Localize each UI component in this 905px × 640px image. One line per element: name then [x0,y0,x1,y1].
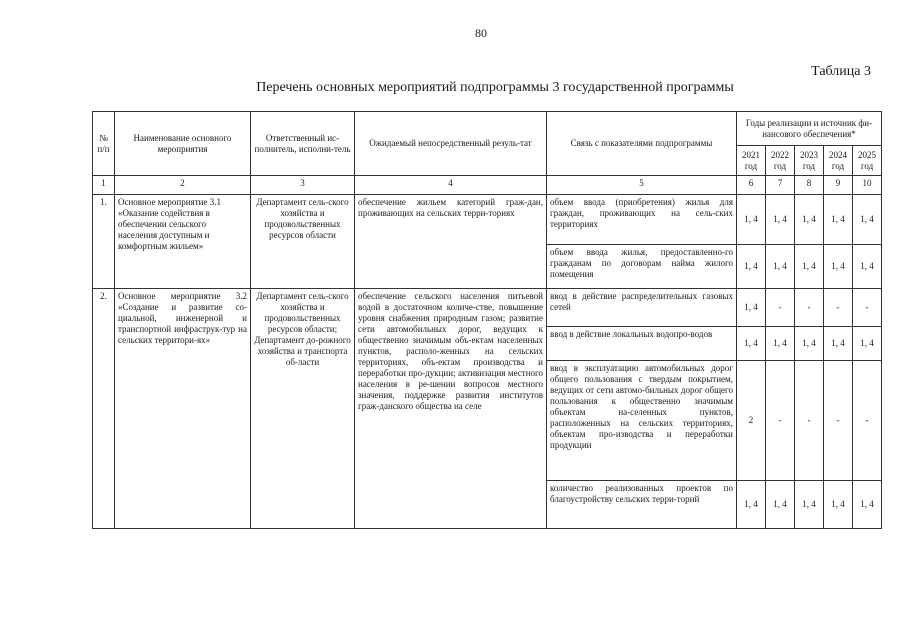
column-number: 1 [93,176,115,195]
year-value: - [853,361,882,481]
year-value: 1, 4 [853,481,882,529]
year-value: - [766,361,795,481]
table-row [93,289,882,327]
header-col-result: Ожидаемый непосредственный резуль-тат [355,112,547,176]
year-value: - [824,289,853,327]
year-value: 1, 4 [795,195,824,245]
column-number: 7 [766,176,795,195]
header-col-responsible: Ответственный ис-полнитель, исполни-тель [251,112,355,176]
indicator-link: объем ввода жилья, предоставленно-го гражданам по договорам найма жилого помещения [547,245,737,289]
year-value: 1, 4 [737,195,766,245]
indicator-link: количество реализованных проектов по благоустройству сельских терри-торий [547,481,737,529]
year-value: 1, 4 [737,289,766,327]
year-value: 1, 4 [824,245,853,289]
responsible-executor: Департамент сель-ского хозяйства и продовольственных ресурсов области [251,195,355,289]
row-number: 2. [93,289,115,529]
year-value: 1, 4 [824,327,853,361]
header-row [93,112,882,146]
column-number: 6 [737,176,766,195]
activity-name: Основное мероприятие 3.1 «Оказание содействия в обеспечении сельского населения доступным и комфортным жильем» [115,195,251,289]
year-value: - [853,289,882,327]
activity-name: Основное мероприятие 3.2 «Создание и развитие со-циальной, инженерной и транспортной инфраструк-тур на сельских территори-ях» [115,289,251,529]
header-col-link: Связь с показателями подпрограммы [547,112,737,176]
page-number: 80 [475,26,487,40]
expected-result: обеспечение жильем категорий граж-дан, проживающих на сельских терри-ториях [355,195,547,289]
column-number: 5 [547,176,737,195]
year-value: 1, 4 [766,327,795,361]
year-value: 1, 4 [766,195,795,245]
year-value: 1, 4 [766,481,795,529]
year-value: - [824,361,853,481]
year-value: 1, 4 [824,481,853,529]
year-value: 1, 4 [824,195,853,245]
header-col-years: Годы реализации и источник фи-нансового обеспечения* [737,112,882,146]
year-value: - [795,289,824,327]
indicator-link: ввод в эксплуатацию автомобильных дорог общего пользования с твердым покрытием, ведущих от сети автомо-бильных дорог общего пользования к общественно значимым объектам на-селенных пунктов, расположенных на сельских территориях, объектам про-изводства и переработки продукции [547,361,737,481]
expected-result: обеспечение сельского населения питьевой водой в достаточном количе-стве, повышение уровня снабжения природным газом; развитие сети автомобильных дорог, ведущих к общественно значимым объ-ектам населенных пунктов, располо-женных на сельских территориях, объ-ектам производства и переработки про-дукции; активизация местного населения в ре-шении вопросов местного значения, поддержке развития институтов граж-данского общества на селе [355,289,547,529]
column-number: 10 [853,176,882,195]
year-value: 2 [737,361,766,481]
year-value: 1, 4 [853,245,882,289]
column-number: 9 [824,176,853,195]
header-col-name: Наименование основного мероприятия [115,112,251,176]
year-value: 1, 4 [737,245,766,289]
year-value: 1, 4 [795,327,824,361]
year-value: 1, 4 [737,481,766,529]
header-year: 2022 год [766,146,795,176]
year-value: - [766,289,795,327]
indicator-link: объем ввода (приобретения) жилья для граждан, проживающих на сель-ских территориях [547,195,737,245]
year-value: 1, 4 [795,481,824,529]
row-number: 1. [93,195,115,289]
header-year: 2024 год [824,146,853,176]
year-value: 1, 4 [766,245,795,289]
responsible-executor: Департамент сель-ского хозяйства и продовольственных ресурсов области; Департамент до-рожного хозяйства и транспорта об-ласти [251,289,355,529]
year-value: 1, 4 [795,245,824,289]
year-value: 1, 4 [737,327,766,361]
header-col-num: № п/п [93,112,115,176]
column-numbers-row [93,176,882,195]
indicator-link: ввод в действие локальных водопро-водов [547,327,737,361]
table-label: Таблица 3 [811,64,871,79]
header-year: 2023 год [795,146,824,176]
header-year: 2021 год [737,146,766,176]
indicator-link: ввод в действие распределительных газовых сетей [547,289,737,327]
column-number: 4 [355,176,547,195]
document-title: Перечень основных мероприятий подпрограммы 3 государственной программы [256,80,734,95]
column-number: 3 [251,176,355,195]
table-row [93,195,882,245]
year-value: - [795,361,824,481]
header-year: 2025 год [853,146,882,176]
year-value: 1, 4 [853,327,882,361]
year-value: 1, 4 [853,195,882,245]
activities-table [92,111,882,529]
column-number: 2 [115,176,251,195]
column-number: 8 [795,176,824,195]
